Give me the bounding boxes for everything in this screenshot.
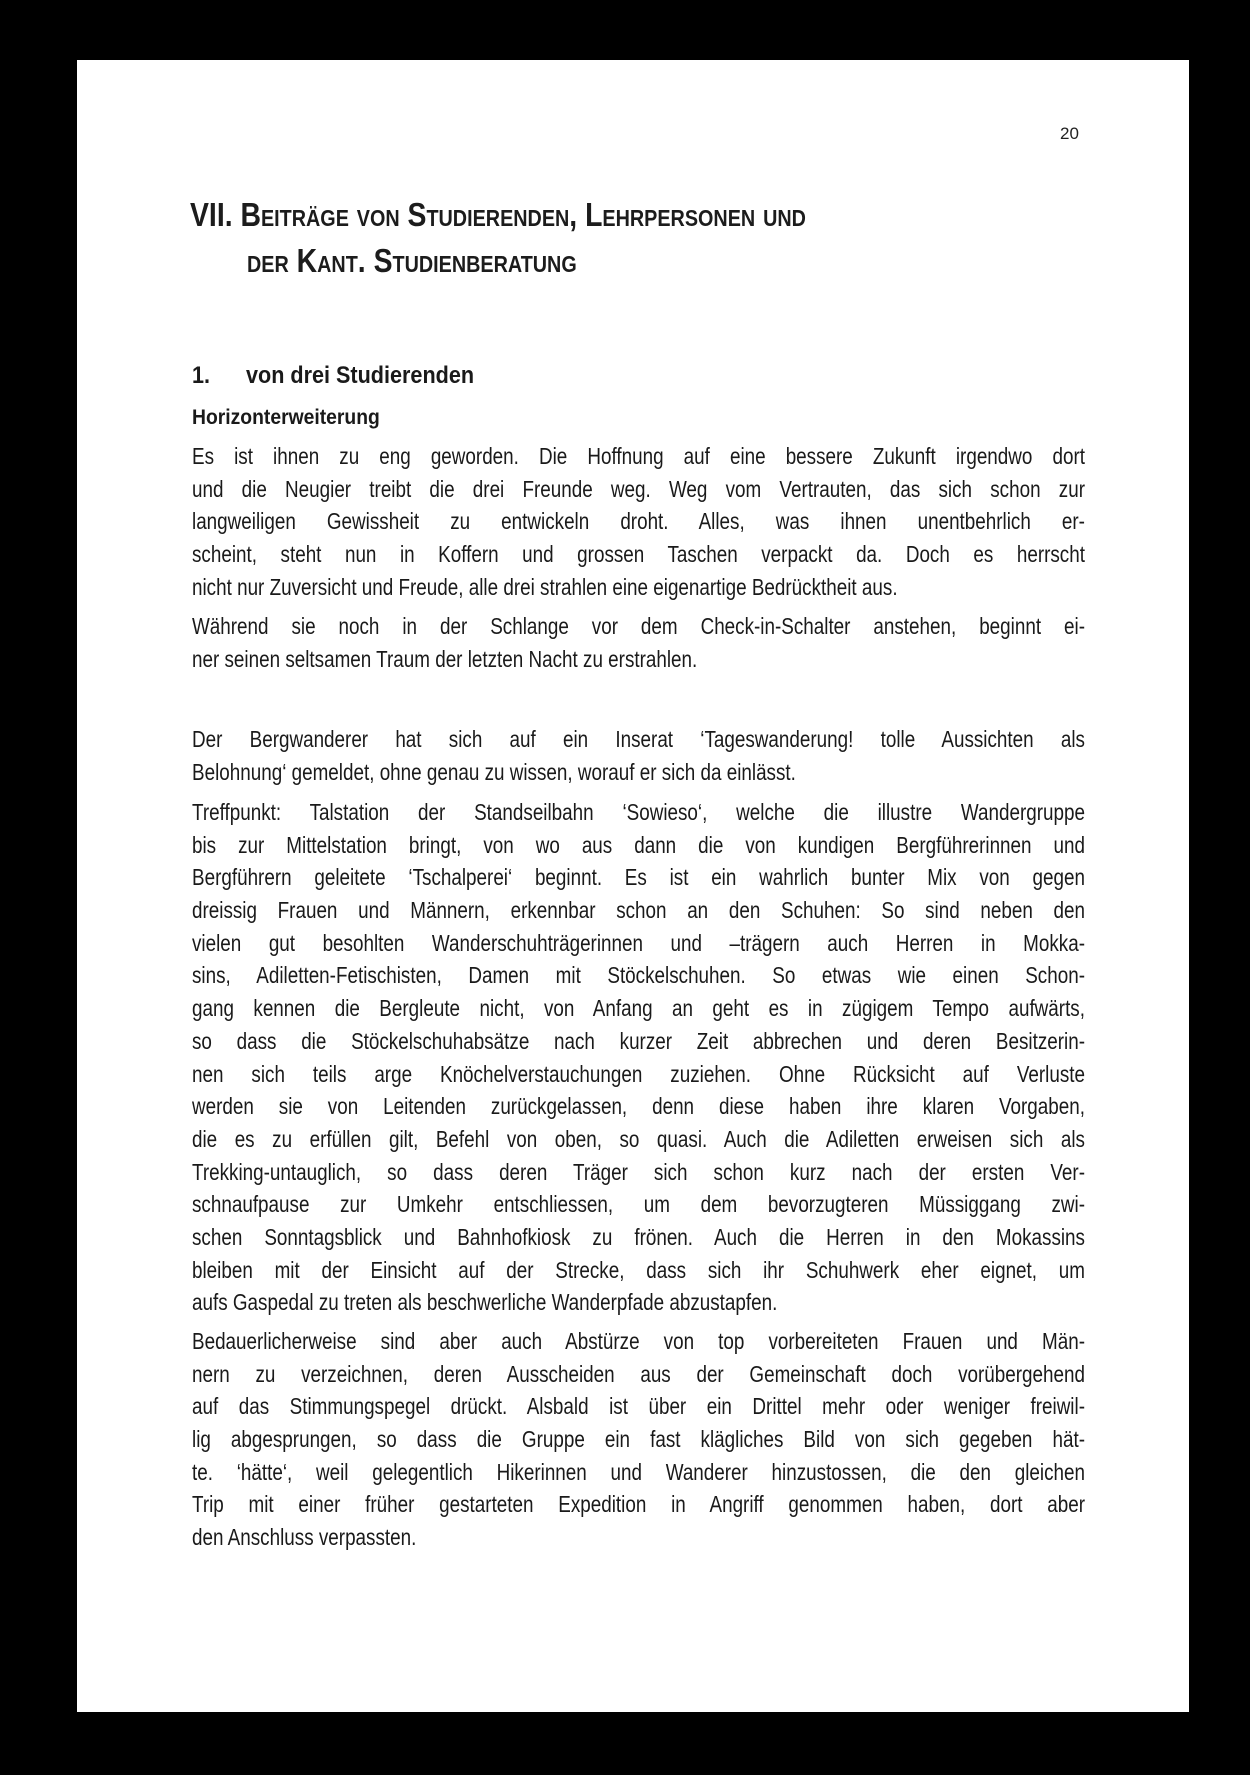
paragraph (192, 796, 1250, 1319)
text-line: Bedauerlicherweise sind aber auch Abstürze von top vorbereiteten Frauen und Män- (192, 1328, 1085, 1354)
text-line: Bergführern geleitete ‘Tschalperei‘ beginnt. Es ist ein wahrlich bunter Mix von gegen (192, 864, 1085, 891)
text-line: lig abgesprungen, so dass die Gruppe ein fast klägliches Bild von sich gegeben hät- (192, 1426, 1085, 1453)
section-title: von drei Studierenden (246, 362, 475, 389)
text-line: Treffpunkt: Talstation der Standseilbahn ‘Sowieso‘, welche die illustre Wandergruppe (192, 799, 1085, 825)
section-number: 1. (192, 362, 211, 389)
text-line: te. ‘hätte‘, weil gelegentlich Hikerinnen und Wanderer hinzustossen, die den gleichen (192, 1458, 1085, 1485)
text-line: schen Sonntagsblick und Bahnhofkiosk zu frönen. Auch die Herren in den Mokassins (192, 1223, 1085, 1250)
text-line: scheint, steht nun in Koffern und grossen Taschen verpackt da. Doch es herrscht (192, 541, 1085, 568)
text-line: Es ist ihnen zu eng geworden. Die Hoffnung auf eine bessere Zukunft irgendwo dort (192, 443, 1085, 469)
text-line: ner seinen seltsamen Traum der letzten Nacht zu erstrahlen. (192, 645, 698, 672)
text-line: die es zu erfüllen gilt, Befehl von oben, so quasi. Auch die Adiletten erweisen sich als (192, 1125, 1085, 1152)
text-line: nen sich teils arge Knöchelverstauchungen zuziehen. Ohne Rücksicht auf Verluste (192, 1060, 1085, 1087)
text-line: auf das Stimmungspegel drückt. Alsbald ist über ein Drittel mehr oder weniger freiwil- (192, 1393, 1085, 1420)
text-line: schnaufpause zur Umkehr entschliessen, um dem bevorzugteren Müssiggang zwi- (192, 1191, 1085, 1218)
text-line: bis zur Mittelstation bringt, von wo aus dann die von kundigen Bergführerinnen und (192, 831, 1085, 858)
subtitle: Horizonterweiterung (192, 406, 380, 429)
text-line: bleiben mit der Einsicht auf der Strecke, dass sich ihr Schuhwerk eher eignet, um (192, 1256, 1085, 1283)
chapter-title-line-1: VII. Beiträge von Studierenden, Lehrpersonen und (190, 196, 806, 233)
text-line: werden sie von Leitenden zurückgelassen, denn diese haben ihre klaren Vorgaben, (192, 1093, 1085, 1120)
text-line: vielen gut besohlten Wanderschuhträgerinnen und –trägern auch Herren in Mokka- (192, 929, 1085, 956)
paragraph (192, 723, 1250, 788)
paragraph (192, 1325, 1250, 1554)
text-line: sins, Adiletten-Fetischisten, Damen mit Stöckelschuhen. So etwas wie einen Schon- (192, 962, 1085, 989)
text-line: so dass die Stöckelschuhabsätze nach kurzer Zeit abbrechen und deren Besitzerin- (192, 1027, 1085, 1054)
text-line: Der Bergwanderer hat sich auf ein Inserat ‘Tageswanderung! tolle Aussichten als (192, 726, 1085, 752)
text-line: Belohnung‘ gemeldet, ohne genau zu wissen, worauf er sich da einlässt. (192, 758, 796, 785)
text-line: nern zu verzeichnen, deren Ausscheiden aus der Gemeinschaft doch vorübergehend (192, 1360, 1085, 1387)
page-number: 20 (1060, 124, 1079, 143)
paragraph (192, 440, 1250, 603)
text-line: Trip mit einer früher gestarteten Expedition in Angriff genommen haben, dort aber (192, 1491, 1085, 1518)
text-line: gang kennen die Bergleute nicht, von Anfang an geht es in zügigem Tempo aufwärts, (192, 995, 1085, 1022)
text-line: aufs Gaspedal zu treten als beschwerliche Wanderpfade abzustapfen. (192, 1289, 778, 1316)
text-line: den Anschluss verpassten. (192, 1524, 417, 1551)
text-line: Während sie noch in der Schlange vor dem Check-in-Schalter anstehen, beginnt ei- (192, 613, 1085, 639)
paragraph (192, 610, 1250, 675)
chapter-title-line-2: der Kant. Studienberatung (247, 242, 577, 279)
text-line: Trekking-untauglich, so dass deren Träger sich schon kurz nach der ersten Ver- (192, 1158, 1085, 1185)
text-line: dreissig Frauen und Männern, erkennbar schon an den Schuhen: So sind neben den (192, 897, 1085, 924)
text-line: und die Neugier treibt die drei Freunde weg. Weg vom Vertrauten, das sich schon zur (192, 475, 1085, 502)
text-line: langweiligen Gewissheit zu entwickeln droht. Alles, was ihnen unentbehrlich er- (192, 508, 1085, 535)
text-line: nicht nur Zuversicht und Freude, alle drei strahlen eine eigenartige Bedrücktheit aus. (192, 573, 898, 600)
section-heading (192, 362, 474, 390)
